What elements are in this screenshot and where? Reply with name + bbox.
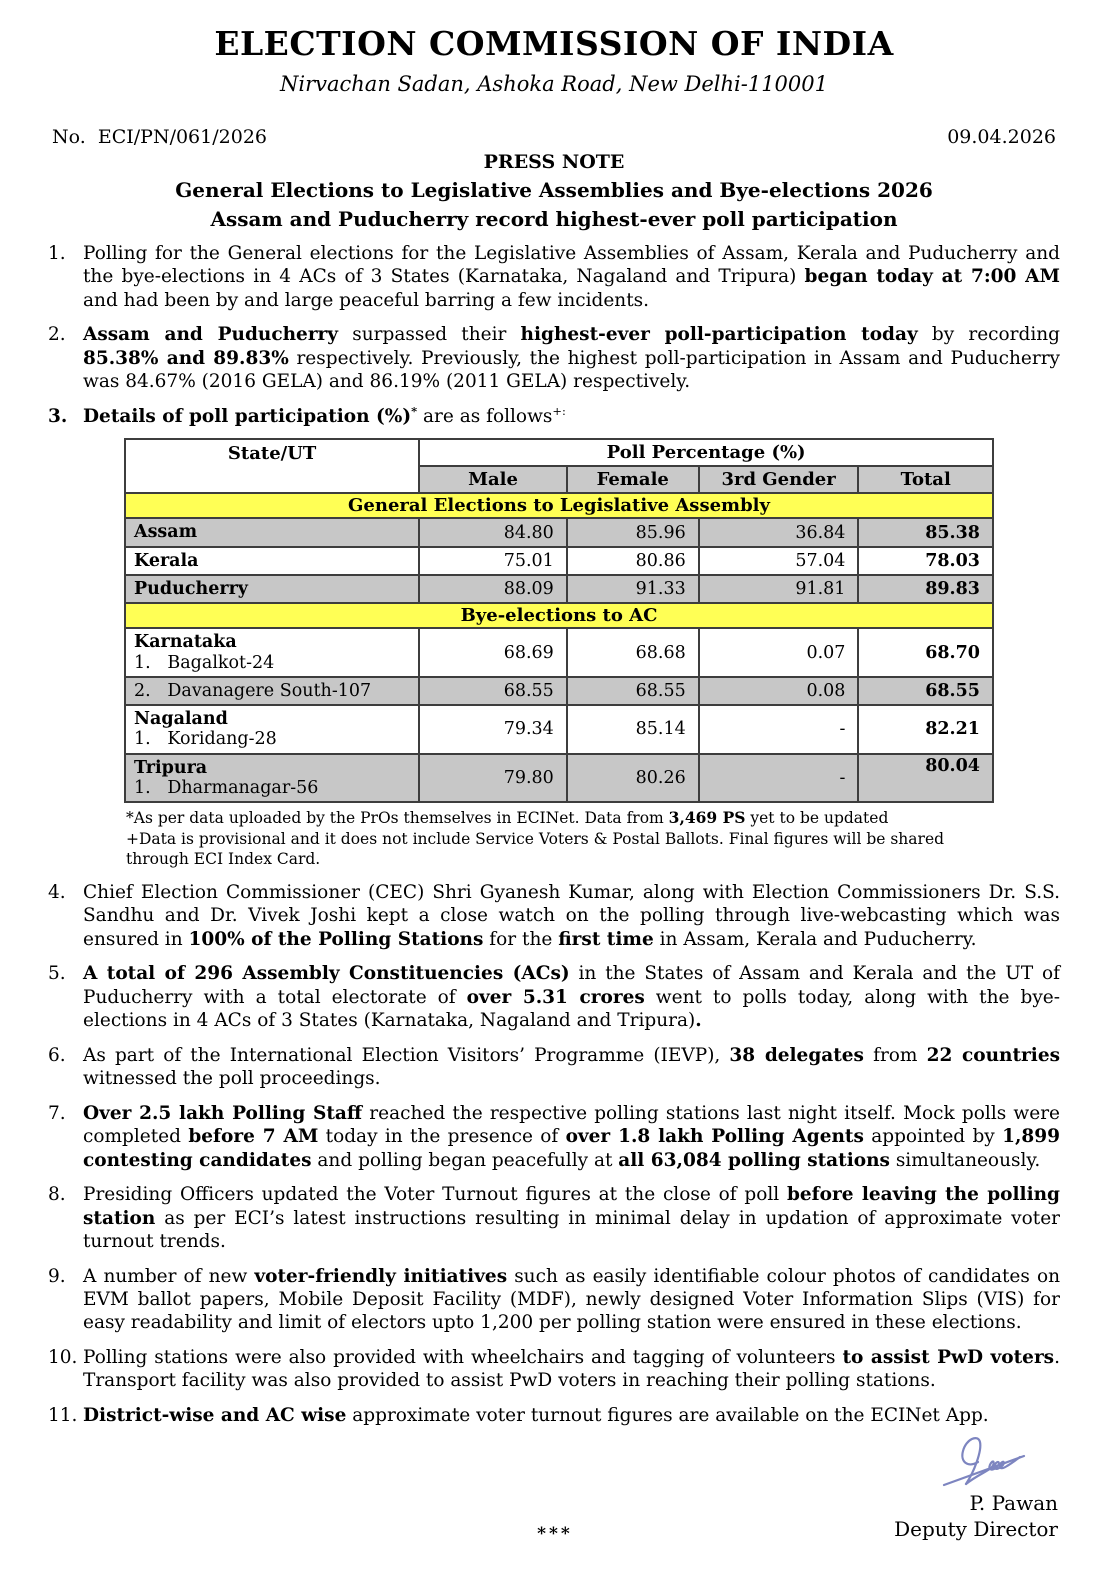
text-segment: . Transport facility was also provided to assist PwD voters in reaching their polling stations.: [83, 1346, 1060, 1392]
state-name-line: Puducherry: [134, 578, 248, 599]
list-item: [48, 962, 1060, 1032]
text-segment: Presiding Officers updated the Voter Turnout figures at the close of poll: [83, 1184, 787, 1206]
poll-participation-table: [124, 438, 994, 803]
text-segment: as per ECI’s latest instructions resulting in minimal delay in updation of approximate voter turnout trends.: [83, 1207, 1060, 1253]
text-segment: over 1.8 lakh Polling Agents: [565, 1126, 864, 1148]
text-segment: 22 countries: [926, 1044, 1061, 1066]
item-text: [83, 242, 1060, 312]
list-item: [48, 1346, 1060, 1393]
item-text: [83, 1044, 1060, 1091]
item-number: 4.: [48, 881, 66, 903]
footnote-line: [126, 829, 986, 870]
state-name-line: 1. Bagalkot-24: [134, 652, 275, 673]
text-segment: 38 delegates: [729, 1044, 864, 1066]
section-title-row: [125, 493, 993, 518]
text-segment: A total of 296 Assembly Constituencies (ACs): [83, 963, 570, 985]
text-segment: 1,899 contesting candidates: [83, 1126, 1061, 1171]
text-segment: +Data is provisional and it does not include Service Voters & Postal Ballots. Final figures will be shared through ECI Index Card.: [126, 829, 945, 869]
text-segment: *: [411, 403, 418, 418]
cell-state-name: [125, 547, 419, 575]
text-segment: Polling stations were also provided with wheelchairs and tagging of volunteers: [83, 1346, 843, 1368]
item-text: [83, 1346, 1060, 1393]
cell-3rd-gender: 57.04: [699, 547, 859, 575]
text-segment: +:: [552, 403, 566, 418]
cell-female: 85.14: [567, 705, 699, 754]
text-segment: for the: [483, 928, 559, 950]
numbered-list-after-table: [48, 881, 1060, 1428]
table-row: [125, 547, 993, 575]
item-number: 9.: [48, 1265, 66, 1287]
cell-female: 80.26: [567, 754, 699, 803]
list-item: [48, 405, 1060, 428]
cell-state-name: [125, 628, 419, 677]
text-segment: and had been by and large peaceful barring a few incidents.: [83, 289, 650, 311]
text-segment: respectively. Previously, the highest poll-participation in Assam and Puducherry was 84.67% (2016 GELA) and 86.19% (2011 GELA) respectively.: [83, 347, 1060, 393]
cell-female: 80.86: [567, 547, 699, 575]
table-row: [125, 677, 993, 705]
cell-3rd-gender: -: [699, 754, 859, 803]
text-segment: first time: [558, 928, 654, 950]
state-name-line: Kerala: [134, 550, 199, 571]
item-number: 2.: [48, 324, 66, 346]
item-text: [83, 1404, 1060, 1427]
cell-state-name: [125, 705, 419, 754]
state-name-line: 2. Davanagere South-107: [134, 680, 372, 701]
state-name-line: Assam: [134, 522, 198, 543]
item-number: 3.: [48, 405, 68, 427]
text-segment: reached the respective polling stations last night itself. Mock polls were completed: [83, 1102, 1060, 1148]
state-name-line: Tripura: [134, 757, 208, 778]
text-segment: 3,469 PS: [668, 808, 746, 828]
item-text: [83, 405, 1060, 428]
text-segment: Details of poll participation (%): [83, 405, 412, 427]
col-header-total: Total: [858, 466, 993, 493]
cell-state-name: [125, 575, 419, 603]
cell-female: 68.68: [567, 628, 699, 677]
table-row: [125, 705, 993, 754]
item-number: 1.: [48, 243, 66, 264]
item-number: 6.: [48, 1044, 66, 1066]
org-title: ELECTION COMMISSION OF INDIA: [214, 24, 894, 63]
cell-total: 85.38: [858, 518, 993, 546]
item-number: 8.: [48, 1184, 66, 1206]
reference-line: [48, 126, 1060, 148]
cell-3rd-gender: 0.08: [699, 677, 859, 705]
cell-total: 82.21: [858, 705, 993, 754]
doc-date: 09.04.2026: [947, 126, 1056, 148]
cell-female: 91.33: [567, 575, 699, 603]
text-segment: Over 2.5 lakh Polling Staff: [83, 1102, 363, 1124]
text-segment: approximate voter turnout figures are available on the ECINet App.: [346, 1404, 989, 1426]
text-segment: Polling for the General elections for the Legislative Assemblies of Assam, Kerala and Puducherry and the bye-elections in 4 ACs of 3 States (Karnataka, Nagaland and Tripura): [83, 243, 1060, 288]
end-of-document-mark: ***: [537, 1524, 573, 1544]
text-segment: over 5.31 crores: [466, 986, 645, 1008]
text-segment: such as easily identifiable colour photos of candidates on EVM ballot papers, Mobile Deposit Facility (MDF), newly designed Voter Information Slips (VIS) for easy readability and limit of electors upto 1,200 per polling station were ensured in these elections.: [83, 1265, 1060, 1334]
org-address: Nirvachan Sadan, Ashoka Road, New Delhi-110001: [280, 72, 828, 96]
text-segment: witnessed the poll proceedings.: [83, 1068, 381, 1090]
cell-state-name: [125, 754, 419, 803]
text-segment: to assist PwD voters: [842, 1346, 1055, 1368]
cell-total: 78.03: [858, 547, 993, 575]
cell-total: 80.04: [858, 754, 993, 803]
list-item: [48, 1102, 1060, 1172]
text-segment: yet to be updated: [745, 809, 889, 828]
cell-female: 85.96: [567, 518, 699, 546]
cell-male: 79.80: [419, 754, 567, 803]
list-item: [48, 1404, 1060, 1427]
cell-male: 79.34: [419, 705, 567, 754]
poll-participation-table-wrap: [124, 438, 994, 803]
item-text: [83, 323, 1060, 393]
subtitle-elections: General Elections to Legislative Assemblies and Bye-elections 2026: [175, 178, 933, 202]
cell-3rd-gender: 91.81: [699, 575, 859, 603]
list-item: [48, 242, 1060, 312]
cell-3rd-gender: -: [699, 705, 859, 754]
text-segment: from: [863, 1044, 927, 1066]
text-segment: Assam and Puducherry: [83, 324, 339, 346]
list-item: [48, 881, 1060, 951]
text-segment: .: [695, 1010, 702, 1032]
item-number: 5.: [48, 963, 66, 985]
text-segment: in Assam, Kerala and Puducherry.: [653, 928, 977, 950]
table-row: [125, 518, 993, 546]
cell-total: 68.70: [858, 628, 993, 677]
text-segment: simultaneously.: [889, 1149, 1041, 1171]
cell-male: 75.01: [419, 547, 567, 575]
text-segment: are as follows: [417, 405, 553, 427]
footnote-line: [126, 808, 986, 828]
cell-total: 68.55: [858, 677, 993, 705]
list-item: [48, 1183, 1060, 1253]
cell-3rd-gender: 36.84: [699, 518, 859, 546]
text-segment: by recording: [917, 324, 1061, 346]
text-segment: in the States of Assam and Kerala and the UT of Puducherry with a total electorate of: [83, 963, 1060, 1008]
signatory-title: Deputy Director: [894, 1517, 1058, 1541]
item-text: [83, 1265, 1060, 1335]
text-segment: before 7 AM: [188, 1126, 319, 1148]
text-segment: 85.38% and 89.83%: [83, 347, 289, 369]
list-item: [48, 1265, 1060, 1335]
state-name-line: Nagaland: [134, 709, 228, 730]
text-segment: *As per data uploaded by the PrOs themselves in ECINet. Data from: [126, 809, 669, 828]
col-header-poll-percentage: Poll Percentage (%): [419, 439, 993, 466]
numbered-list-before-table: [48, 242, 1060, 428]
cell-male: 84.80: [419, 518, 567, 546]
col-header-state-ut: State/UT: [125, 439, 419, 493]
text-segment: District-wise and AC wise: [83, 1404, 347, 1426]
subtitle-participation: Assam and Puducherry record highest-ever poll participation: [210, 207, 898, 231]
text-segment: Chief Election Commissioner (CEC) Shri Gyanesh Kumar, along with Election Commissioners Dr. S.S. Sandhu and Dr. Vivek Joshi kept a close watch on the polling through live-webcasting which was ensured in: [83, 881, 1060, 950]
text-segment: today in the presence of: [318, 1126, 566, 1148]
col-header-female: Female: [567, 466, 699, 493]
cell-state-name: [125, 677, 419, 705]
item-text: [83, 881, 1060, 951]
state-name-line: 1. Koridang-28: [134, 729, 277, 750]
ref-number: No. ECI/PN/061/2026: [52, 126, 267, 148]
signature-scribble: [934, 1432, 1052, 1490]
text-segment: A number of new: [83, 1265, 255, 1287]
cell-male: 88.09: [419, 575, 567, 603]
text-segment: and polling began peacefully at: [311, 1149, 619, 1171]
state-name-line: Karnataka: [134, 632, 237, 653]
item-text: [83, 1183, 1060, 1253]
item-text: [83, 1102, 1060, 1172]
text-segment: voter-friendly initiatives: [254, 1265, 508, 1287]
table-footnotes: [126, 808, 986, 869]
section-title-cell: General Elections to Legislative Assembly: [125, 493, 993, 518]
text-segment: before leaving the polling station: [83, 1184, 1060, 1229]
item-number: 7.: [48, 1102, 66, 1124]
cell-state-name: [125, 518, 419, 546]
text-segment: surpassed their: [338, 324, 521, 346]
cell-total: 89.83: [858, 575, 993, 603]
text-segment: As part of the International Election Visitors’ Programme (IEVP),: [83, 1044, 730, 1066]
item-number: 11.: [48, 1404, 78, 1426]
text-segment: 100% of the Polling Stations: [188, 928, 484, 950]
cell-female: 68.55: [567, 677, 699, 705]
section-title-row: [125, 603, 993, 628]
text-segment: all 63,084 polling stations: [618, 1149, 890, 1171]
col-header-3rd-gender: 3rd Gender: [699, 466, 859, 493]
table-row: [125, 575, 993, 603]
list-item: [48, 1044, 1060, 1091]
item-text: [83, 962, 1060, 1032]
state-name-line: 1. Dharmanagar-56: [134, 778, 319, 799]
cell-male: 68.69: [419, 628, 567, 677]
text-segment: appointed by: [863, 1126, 1003, 1148]
cell-male: 68.55: [419, 677, 567, 705]
table-row: [125, 754, 993, 803]
signatory-name: P. Pawan: [969, 1491, 1058, 1515]
item-number: 10.: [48, 1346, 78, 1368]
col-header-male: Male: [419, 466, 567, 493]
text-segment: began today at 7:00 AM: [804, 266, 1060, 288]
table-row: [125, 628, 993, 677]
section-title-cell: Bye-elections to AC: [125, 603, 993, 628]
text-segment: highest-ever poll-participation today: [520, 324, 918, 346]
cell-3rd-gender: 0.07: [699, 628, 859, 677]
press-note-heading: PRESS NOTE: [483, 151, 625, 173]
list-item: [48, 323, 1060, 393]
text-segment: went to polls today, along with the bye-elections in 4 ACs of 3 States (Karnataka, Nagaland and Tripura): [83, 986, 1060, 1032]
